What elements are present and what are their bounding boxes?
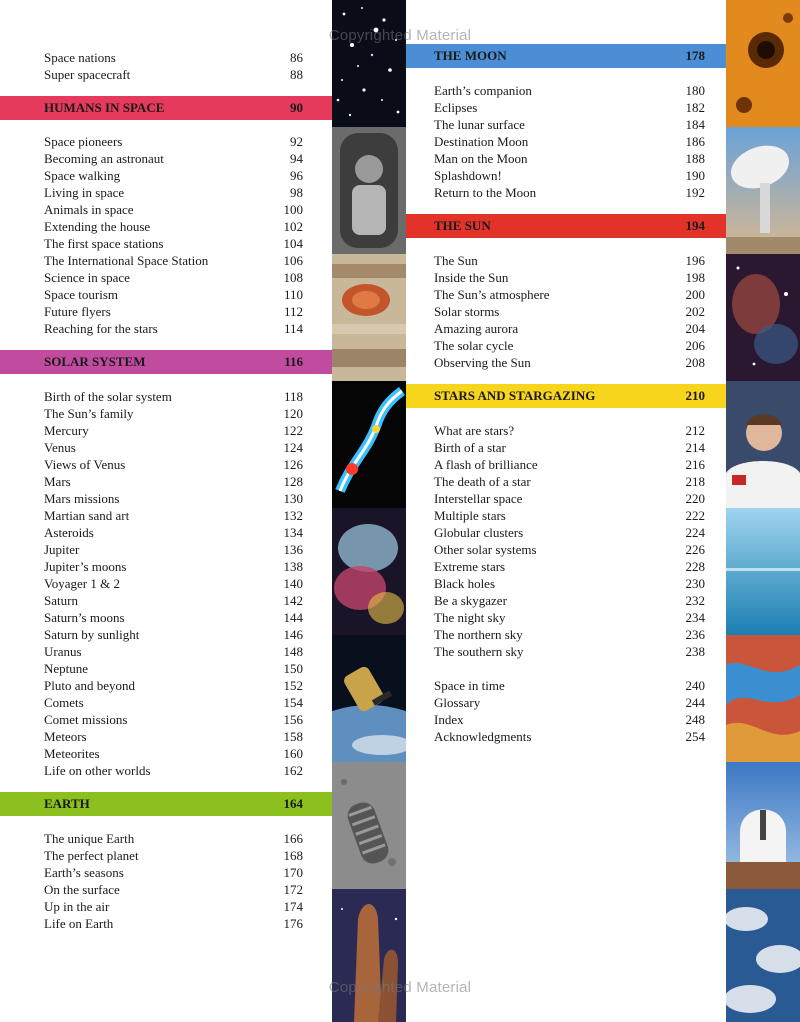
section-heading-the-sun[interactable]: [406, 214, 726, 238]
entry-page: 140: [283, 576, 303, 591]
entry-page: 216: [685, 457, 705, 472]
entry-page: 212: [685, 423, 705, 438]
entry-page: 142: [283, 593, 303, 608]
entry-page: 132: [283, 508, 303, 523]
entry-title: Life on Earth: [44, 916, 114, 931]
entry-title: Voyager 1 & 2: [44, 576, 120, 591]
section-page: 164: [283, 796, 303, 811]
entry-page: 200: [685, 287, 705, 302]
entry-page: 166: [283, 831, 303, 846]
entry-title: Saturn: [44, 593, 78, 608]
entry-title: Meteorites: [44, 746, 100, 761]
entry-title: The death of a star: [434, 474, 531, 489]
star-field-nebula-image: [726, 254, 800, 381]
entry-page: 144: [283, 610, 303, 625]
entry-page: 240: [685, 678, 705, 693]
entry-page: 104: [283, 236, 303, 251]
entry-title: Saturn by sunlight: [44, 627, 140, 642]
entry-title: Index: [434, 712, 464, 727]
entry-title: Mars missions: [44, 491, 120, 506]
entry-page: 220: [685, 491, 705, 506]
section-heading-earth[interactable]: [0, 792, 332, 816]
watermark-top: Copyrighted Material: [328, 27, 472, 44]
entry-title: Observing the Sun: [434, 355, 531, 370]
entry-title: Man on the Moon: [434, 151, 528, 166]
entry-title: Space walking: [44, 168, 121, 183]
section-title: STARS AND STARGAZING: [434, 388, 596, 403]
entry-title: Extreme stars: [434, 559, 506, 574]
entry-title: The night sky: [434, 610, 506, 625]
image-strip-right: [726, 0, 800, 1022]
moon-bootprint-image: [332, 762, 406, 889]
entry-title: On the surface: [44, 882, 120, 897]
entry-title: Eclipses: [434, 100, 478, 115]
entry-page: 174: [283, 899, 303, 914]
entry-page: 248: [685, 712, 705, 727]
entry-title: Pluto and beyond: [44, 678, 135, 693]
entry-page: 160: [283, 746, 303, 761]
entry-title: Other solar systems: [434, 542, 537, 557]
entry-page: 106: [283, 253, 303, 268]
entry-title: Inside the Sun: [434, 270, 509, 285]
entry-page: 122: [283, 423, 303, 438]
entry-title: What are stars?: [434, 423, 515, 438]
entry-page: 238: [685, 644, 705, 659]
entry-page: 214: [685, 440, 705, 455]
entry-page: 176: [283, 916, 303, 931]
entry-title: Solar storms: [434, 304, 500, 319]
entry-title: Acknowledgments: [434, 729, 532, 744]
radio-telescope-image: [726, 127, 800, 254]
entry-title: Space pioneers: [44, 134, 123, 149]
colorful-terrain-image: [726, 635, 800, 762]
entry-title: The Sun: [434, 253, 478, 268]
entry-title: Reaching for the stars: [44, 321, 158, 336]
entry-page: 180: [685, 83, 705, 98]
entry-title: The perfect planet: [44, 848, 139, 863]
section-page: 116: [284, 354, 303, 369]
entry-title: Asteroids: [44, 525, 94, 540]
section-page: 210: [685, 388, 705, 403]
entry-title: Space nations: [44, 50, 116, 65]
entry-title: Interstellar space: [434, 491, 523, 506]
entry-title: Black holes: [434, 576, 496, 591]
entry-page: 208: [685, 355, 705, 370]
entry-page: 228: [685, 559, 705, 574]
entry-page: 112: [283, 304, 303, 319]
astronaut-portrait-image: [726, 381, 800, 508]
entry-page: 206: [685, 338, 705, 353]
entry-title: Extending the house: [44, 219, 151, 234]
entry-page: 148: [283, 644, 303, 659]
section-heading-humans-in-space[interactable]: [0, 96, 332, 120]
entry-title: Living in space: [44, 185, 125, 200]
entry-page: 156: [283, 712, 303, 727]
watermark-bottom: Copyrighted Material: [328, 979, 472, 996]
section-heading-solar-system[interactable]: [0, 350, 332, 374]
entry-page: 222: [685, 508, 705, 523]
entry-page: 98: [290, 185, 303, 200]
entry-title: The southern sky: [434, 644, 524, 659]
entry-page: 244: [685, 695, 705, 710]
entry-page: 158: [283, 729, 303, 744]
entry-page: 146: [283, 627, 303, 642]
ocean-horizon-image: [726, 508, 800, 635]
jupiter-red-spot-image: [332, 254, 406, 381]
entry-title: Jupiter’s moons: [44, 559, 127, 574]
entry-title: Meteors: [44, 729, 87, 744]
entry-page: 110: [283, 287, 303, 302]
entry-page: 154: [283, 695, 303, 710]
entry-title: Glossary: [434, 695, 481, 710]
entry-title: Super spacecraft: [44, 67, 131, 82]
entry-page: 234: [685, 610, 705, 625]
entry-title: A flash of brilliance: [434, 457, 538, 472]
entry-page: 230: [685, 576, 705, 591]
section-title: HUMANS IN SPACE: [44, 100, 165, 115]
section-page: 178: [685, 48, 705, 63]
entry-title: Views of Venus: [44, 457, 126, 472]
image-strip-middle: [332, 0, 406, 1022]
entry-page: 168: [283, 848, 303, 863]
entry-page: 92: [290, 134, 303, 149]
entry-title: The Sun’s family: [44, 406, 134, 421]
entry-page: 184: [685, 117, 705, 132]
entry-page: 138: [283, 559, 303, 574]
section-title: THE SUN: [434, 218, 491, 233]
entry-page: 186: [685, 134, 705, 149]
entry-page: 204: [685, 321, 705, 336]
entry-title: Earth’s companion: [434, 83, 532, 98]
entry-page: 126: [283, 457, 303, 472]
section-title: EARTH: [44, 796, 90, 811]
entry-title: The International Space Station: [44, 253, 209, 268]
entry-title: Globular clusters: [434, 525, 524, 540]
entry-page: 124: [283, 440, 303, 455]
entry-title: Comet missions: [44, 712, 128, 727]
entry-title: Be a skygazer: [434, 593, 507, 608]
entry-page: 182: [685, 100, 705, 115]
entry-page: 172: [283, 882, 303, 897]
entry-title: Uranus: [44, 644, 82, 659]
section-title: THE MOON: [434, 48, 507, 63]
entry-page: 108: [283, 270, 303, 285]
entry-title: Saturn’s moons: [44, 610, 125, 625]
entry-title: Venus: [44, 440, 76, 455]
entry-title: Mercury: [44, 423, 89, 438]
satellite-over-earth-image: [332, 635, 406, 762]
entry-title: Future flyers: [44, 304, 111, 319]
entry-page: 254: [685, 729, 705, 744]
entry-title: Martian sand art: [44, 508, 130, 523]
entry-title: Earth’s seasons: [44, 865, 124, 880]
astronaut-in-capsule-image: [332, 127, 406, 254]
sunspots-image: [726, 0, 800, 127]
entry-title: The first space stations: [44, 236, 164, 251]
entry-page: 190: [685, 168, 705, 183]
entry-page: 218: [685, 474, 705, 489]
entry-page: 120: [283, 406, 303, 421]
entry-page: 162: [283, 763, 303, 778]
section-heading-stars-and-stargazing[interactable]: [406, 384, 726, 408]
entry-title: Amazing aurora: [434, 321, 519, 336]
entry-title: Return to the Moon: [434, 185, 537, 200]
entry-title: The Sun’s atmosphere: [434, 287, 550, 302]
entry-page: 94: [290, 151, 303, 166]
entry-page: 224: [685, 525, 705, 540]
entry-page: 226: [685, 542, 705, 557]
entry-title: Up in the air: [44, 899, 110, 914]
entry-page: 102: [283, 219, 303, 234]
entry-title: Birth of the solar system: [44, 389, 172, 404]
entry-page: 150: [283, 661, 303, 676]
section-heading-the-moon[interactable]: [406, 44, 726, 68]
entry-title: Destination Moon: [434, 134, 529, 149]
entry-page: 236: [685, 627, 705, 642]
entry-page: 170: [283, 865, 303, 880]
entry-page: 100: [283, 202, 303, 217]
entry-title: The northern sky: [434, 627, 523, 642]
entry-title: Neptune: [44, 661, 89, 676]
entry-title: Jupiter: [44, 542, 80, 557]
earth-clouds-from-orbit-image: [726, 889, 800, 1022]
entry-page: 136: [283, 542, 303, 557]
entry-title: Science in space: [44, 270, 130, 285]
entry-title: Space tourism: [44, 287, 119, 302]
entry-title: Comets: [44, 695, 84, 710]
entry-page: 118: [283, 389, 303, 404]
entry-page: 86: [290, 50, 303, 65]
entry-page: 232: [685, 593, 705, 608]
entry-page: 198: [685, 270, 705, 285]
radio-galaxy-jet-image: [332, 381, 406, 508]
entry-page: 114: [283, 321, 303, 336]
eagle-nebula-pillars-image: [332, 889, 406, 1022]
entry-page: 130: [283, 491, 303, 506]
entry-title: Life on other worlds: [44, 763, 151, 778]
entry-page: 196: [685, 253, 705, 268]
entry-title: Mars: [44, 474, 71, 489]
entry-title: The unique Earth: [44, 831, 135, 846]
entry-page: 128: [283, 474, 303, 489]
section-page: 194: [685, 218, 705, 233]
star-cluster-image: [332, 0, 406, 127]
entry-title: Splashdown!: [434, 168, 502, 183]
entry-page: 134: [283, 525, 303, 540]
entry-page: 202: [685, 304, 705, 319]
entry-title: The lunar surface: [434, 117, 525, 132]
nebula-clouds-image: [332, 508, 406, 635]
section-page: 90: [290, 100, 303, 115]
entry-title: Animals in space: [44, 202, 134, 217]
entry-title: The solar cycle: [434, 338, 514, 353]
observatory-dome-image: [726, 762, 800, 889]
entry-title: Becoming an astronaut: [44, 151, 164, 166]
entry-page: 96: [290, 168, 303, 183]
entry-title: Birth of a star: [434, 440, 506, 455]
entry-page: 88: [290, 67, 303, 82]
entry-title: Space in time: [434, 678, 505, 693]
entry-page: 192: [685, 185, 705, 200]
entry-title: Multiple stars: [434, 508, 506, 523]
entry-page: 152: [283, 678, 303, 693]
entry-page: 188: [685, 151, 705, 166]
section-title: SOLAR SYSTEM: [44, 354, 146, 369]
